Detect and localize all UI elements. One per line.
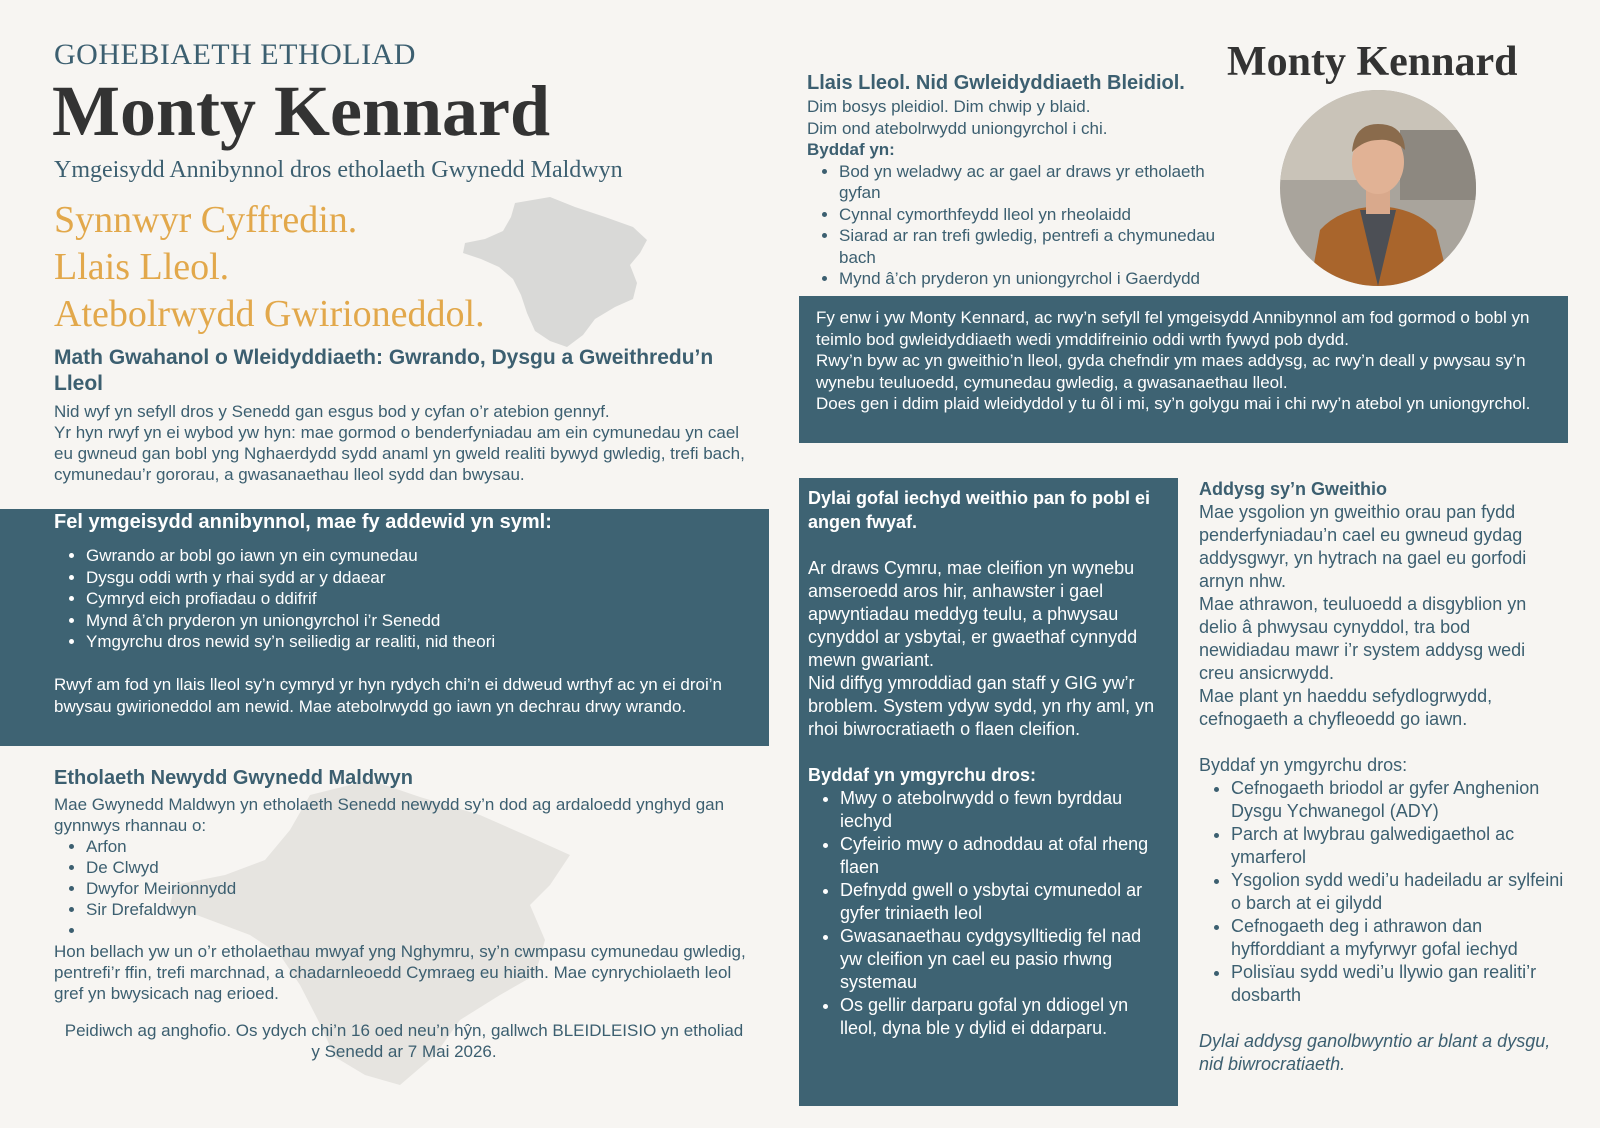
section-heading: Dylai gofal iechyd weithio pan fo pobl ei angen fwyaf. <box>808 488 1151 532</box>
education-list <box>1199 777 1564 1007</box>
will-label: Byddaf yn: <box>807 140 895 159</box>
list-item: • Ymgyrchu dros newid sy’n seiliedig ar realiti, nid theori <box>86 631 766 653</box>
kicker: GOHEBIAETH ETHOLIAD <box>54 38 416 71</box>
paragraph: Yr hyn rwyf yn ei wybod yw hyn: mae gormod o benderfyniadau am ein cymunedau yn cael eu gwneud gan bobl yng Nghaerdydd sydd anaml yn gweld realiti bywyd gwledig, trefi bach, cymunedau’r gororau, a gwasanaethau lleol sydd dan bwysau. <box>54 423 745 484</box>
list-item: • Mynd â’ch pryderon yn uniongyrchol i’r Senedd <box>86 610 766 632</box>
list-item: • Sir Drefaldwyn <box>86 899 754 920</box>
list-item <box>86 920 754 941</box>
list-item: • Defnydd gwell o ysbytai cymunedol ar gyfer triniaeth leol <box>840 879 1168 925</box>
list-item: • Dysgu oddi wrth y rhai sydd ar y ddaear <box>86 567 766 589</box>
list-item: • Siarad ar ran trefi gwledig, pentrefi a chymunedau bach <box>839 225 1247 268</box>
intro-section <box>807 70 1247 290</box>
paragraph: Fy enw i yw Monty Kennard, ac rwy’n sefyll fel ymgeisydd Annibynnol am fod gormod o bobl yn teimlo bod gwleidyddiaeth wedi ymddifreinio oddi wrth fywyd pob dydd. <box>816 308 1530 349</box>
education-section <box>1199 478 1564 1076</box>
about-panel <box>799 296 1568 443</box>
slogan-local-voice: Llais Lleol. <box>54 246 230 288</box>
list-item: • Mwy o atebolrwydd o fewn byrddau iechyd <box>840 787 1168 833</box>
list-item: • Bod yn weladwy ac ar gael ar draws yr etholaeth gyfan <box>839 161 1247 204</box>
paragraph: Mae ysgolion yn gweithio orau pan fydd penderfyniadau’n cael eu gwneud gydag addysgwyr, yn hytrach na gael eu gorfodi arnyn nhw. <box>1199 502 1527 591</box>
constituency-map-icon <box>455 195 655 355</box>
paragraph: Mae plant yn haeddu sefydlogrwydd, cefnogaeth a chyfleoedd go iawn. <box>1199 686 1493 729</box>
candidate-name: Monty Kennard <box>1227 39 1518 85</box>
paragraph: Does gen i ddim plaid wleidyddol y tu ôl i mi, sy’n golygu mai i chi rwy’n atebol yn uniongyrchol. <box>816 394 1531 413</box>
list-item: • Polisïau sydd wedi’u llywio gan realiti’r dosbarth <box>1231 961 1564 1007</box>
education-closing: Dylai addysg ganolbwyntio ar blant a dysgu, nid biwrocratiaeth. <box>1199 1031 1551 1074</box>
paragraph: Nid diffyg ymroddiad gan staff y GIG yw’r broblem. System ydyw sydd, yn rhy aml, yn rhoi biwrocratiaeth o flaen cleifion. <box>808 673 1155 739</box>
list-item: • Ysgolion sydd wedi’u hadeiladu ar sylfeini o barch at ei gilydd <box>1231 869 1564 915</box>
pledge-closing: Rwyf am fod yn llais lleol sy’n cymryd yr hyn rydych chi’n ei ddweud wrthyf ac yn ei droi’n bwysau gwirioneddol am newid. Mae atebolrwydd go iawn yn dechrau drwy wrando. <box>54 675 722 716</box>
paragraph: Dim ond atebolrwydd uniongyrchol i chi. <box>807 118 1108 138</box>
area-list <box>54 836 754 941</box>
candidate-photo-avatar <box>1280 90 1476 286</box>
list-item: • Cefnogaeth briodol ar gyfer Anghenion Dysgu Ychwanegol (ADY) <box>1231 777 1564 823</box>
subtitle: Ymgeisydd Annibynnol dros etholaeth Gwynedd Maldwyn <box>54 157 623 183</box>
slogan-common-sense: Synnwyr Cyffredin. <box>54 199 358 241</box>
vote-reminder: Peidiwch ag anghofio. Os ydych chi’n 16 oed neu’n hŷn, gallwch BLEIDLEISIO yn etholiad y Senedd ar 7 Mai 2026. <box>64 1021 744 1061</box>
paragraph: Mae athrawon, teuluoedd a disgyblion yn delio â phwysau cynyddol, tra bod newidiadau mawr i’r system addysg wedi creu ansicrwydd. <box>1199 594 1527 683</box>
section-heading: Addysg sy’n Gweithio <box>1199 479 1388 499</box>
list-item: • Gwrando ar bobl go iawn yn ein cymunedau <box>86 545 766 567</box>
campaign-label: Byddaf yn ymgyrchu dros: <box>1199 755 1408 775</box>
section-heading: Math Gwahanol o Wleidyddiaeth: Gwrando, Dysgu a Gweithredu’n Lleol <box>54 346 714 395</box>
slogan-block <box>54 197 485 338</box>
list-item: • Cymryd eich profiadau o ddifrif <box>86 588 766 610</box>
pledge-panel <box>0 509 769 746</box>
list-item: • Arfon <box>86 836 754 857</box>
paragraph: Rwy’n byw ac yn gweithio’n lleol, gyda chefndir ym maes addysg, ac rwy’n deall y pwysau sy’n wynebu teuluoedd, cymunedau gwledig, a gwasanaethau lleol. <box>816 351 1526 392</box>
list-item: • Cynnal cymorthfeydd lleol yn rheolaidd <box>839 204 1247 226</box>
list-item: • Parch at lwybrau galwedigaethol ac ymarferol <box>1231 823 1564 869</box>
campaign-label: Byddaf yn ymgyrchu dros: <box>808 765 1037 785</box>
list-item: • Dwyfor Meirionnydd <box>86 878 754 899</box>
paragraph: Hon bellach yw un o’r etholaethau mwyaf yng Nghymru, sy’n cwmpasu cymunedau gwledig, pentrefi’r ffin, trefi marchnad, a chadarnleoedd Cymraeg eu hiaith. Mae cynrychiolaeth leol gref yn bwysicach nag erioed. <box>54 942 746 1003</box>
slogan-accountability: Atebolrwydd Gwirioneddol. <box>54 293 485 335</box>
will-list <box>807 161 1247 290</box>
list-item: • De Clwyd <box>86 857 754 878</box>
list-item: • Mynd â’ch pryderon yn uniongyrchol i Gaerdydd <box>839 268 1247 290</box>
list-item: • Cyfeirio mwy o adnoddau at ofal rheng flaen <box>840 833 1168 879</box>
pledge-list <box>54 545 766 653</box>
section-heading: Llais Lleol. Nid Gwleidyddiaeth Bleidiol. <box>807 72 1185 94</box>
health-list <box>808 787 1168 1040</box>
paragraph: Ar draws Cymru, mae cleifion yn wynebu amseroedd aros hir, anhawster i gael apwyntiadau meddyg teulu, a phwysau cynyddol ar ysbytai, er gwaethaf cynnydd mewn gwariant. <box>808 558 1138 670</box>
section-different-politics <box>54 345 754 485</box>
paragraph: Nid wyf yn sefyll dros y Senedd gan esgus bod y cyfan o’r atebion gennyf. <box>54 402 610 421</box>
list-item: • Os gellir darparu gofal yn ddiogel yn lleol, dyna ble y dylid ei ddarparu. <box>840 994 1168 1040</box>
constituency-section <box>54 765 754 1062</box>
list-item: • Gwasanaethau cydgysylltiedig fel nad yw cleifion yn cael eu pasio rhwng systemau <box>840 925 1168 994</box>
paragraph: Mae Gwynedd Maldwyn yn etholaeth Senedd newydd sy’n dod ag ardaloedd ynghyd gan gynnwys rhannau o: <box>54 795 725 835</box>
paragraph: Dim bosys pleidiol. Dim chwip y blaid. <box>807 97 1091 116</box>
list-item: • Cefnogaeth deg i athrawon dan hyfforddiant a myfyrwyr gofal iechyd <box>1231 915 1564 961</box>
section-heading: Etholaeth Newydd Gwynedd Maldwyn <box>54 767 413 789</box>
page-title: Monty Kennard <box>52 71 551 151</box>
pledge-heading: Fel ymgeisydd annibynnol, mae fy addewid yn syml: <box>54 511 552 533</box>
health-panel <box>799 478 1178 1106</box>
